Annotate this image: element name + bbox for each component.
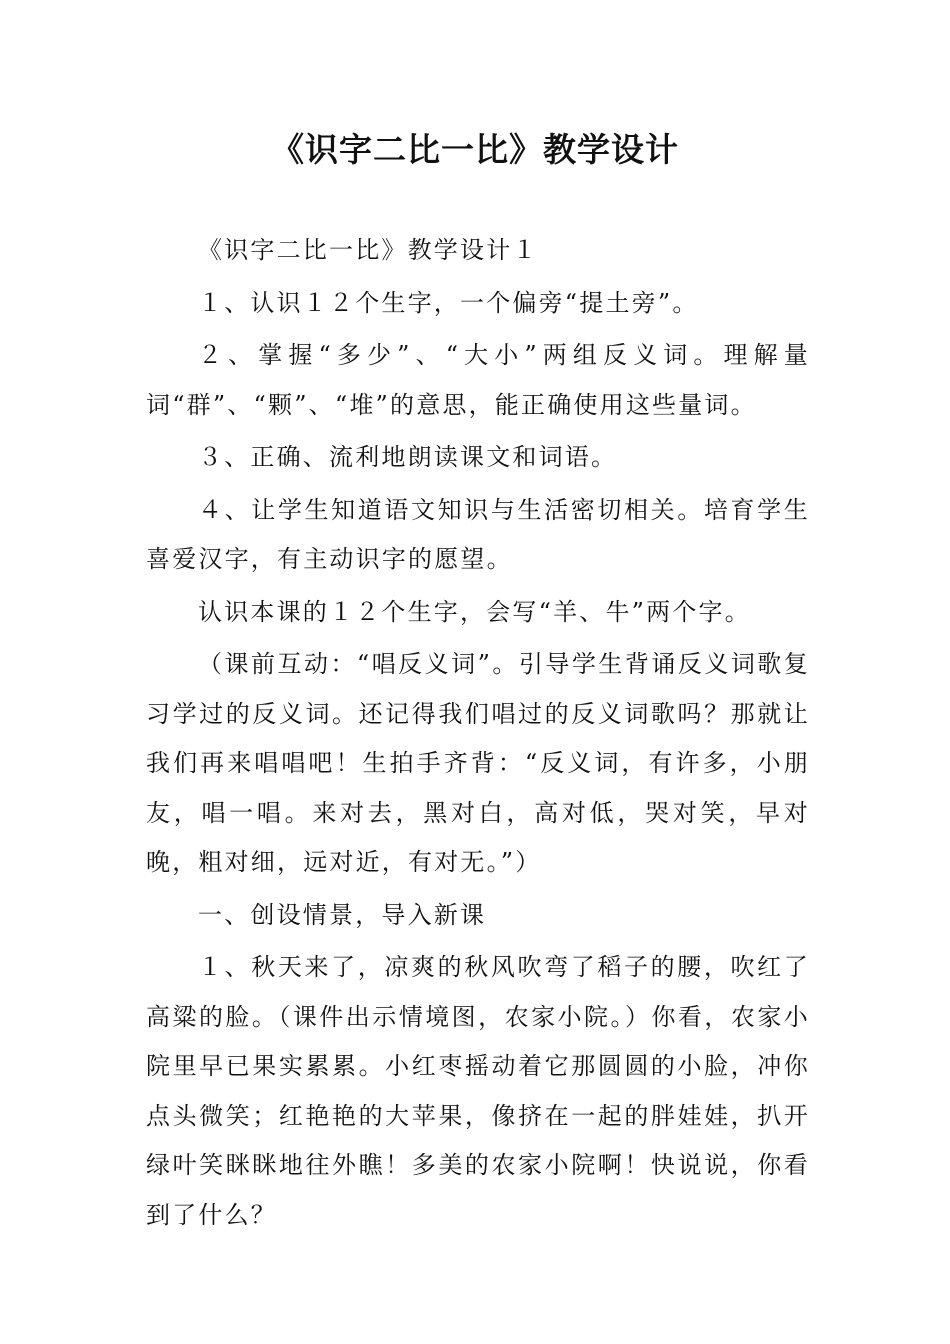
paragraph-objective-1: １、认识１２个生字，一个偏旁“提土旁”。 (198, 288, 699, 317)
document-body (146, 226, 810, 1243)
paragraph-objective-2: ２、掌握“多少”、“大小”两组反义词。理解量词“群”、“颗”、“堆”的意思，能正确使用这些量词。 (146, 341, 810, 419)
paragraph-objective-3: ３、正确、流利地朗读课文和词语。 (198, 443, 618, 471)
paragraph-subtitle: 《识字二比一比》教学设计１ (198, 236, 539, 264)
section-heading-1: 一、创设情景，导入新课 (198, 900, 487, 929)
paragraph-warmup: （课前互动：“唱反义词”。引导学生背诵反义词歌复习学过的反义词。还记得我们唱过的反义词歌吗？那就让我们再来唱唱吧！生拍手齐背：“反义词，有许多，小朋友，唱一唱。来对去，黑对白，高对低，哭对笑，早对晚，粗对细，远对近，有对无。”） (146, 650, 810, 876)
paragraph-objective-4: ４、让学生知道语文知识与生活密切相关。培育学生喜爱汉字，有主动识字的愿望。 (146, 495, 810, 573)
paragraph-section-1-step-1: １、秋天来了，凉爽的秋风吹弯了稻子的腰，吹红了高粱的脸。（课件出示情境图，农家小院。）你看，农家小院里早已果实累累。小红枣摇动着它那圆圆的小脸，冲你点头微笑；红艳艳的大苹果，像挤在一起的胖娃娃，扒开绿叶笑眯眯地往外瞧！多美的农家小院啊！快说说，你看到了什么？ (146, 953, 810, 1229)
paragraph-key-points: 认识本课的１２个生字，会写“羊、牛”两个字。 (198, 597, 751, 626)
document-title: 《识字二比一比》教学设计 (271, 130, 679, 169)
